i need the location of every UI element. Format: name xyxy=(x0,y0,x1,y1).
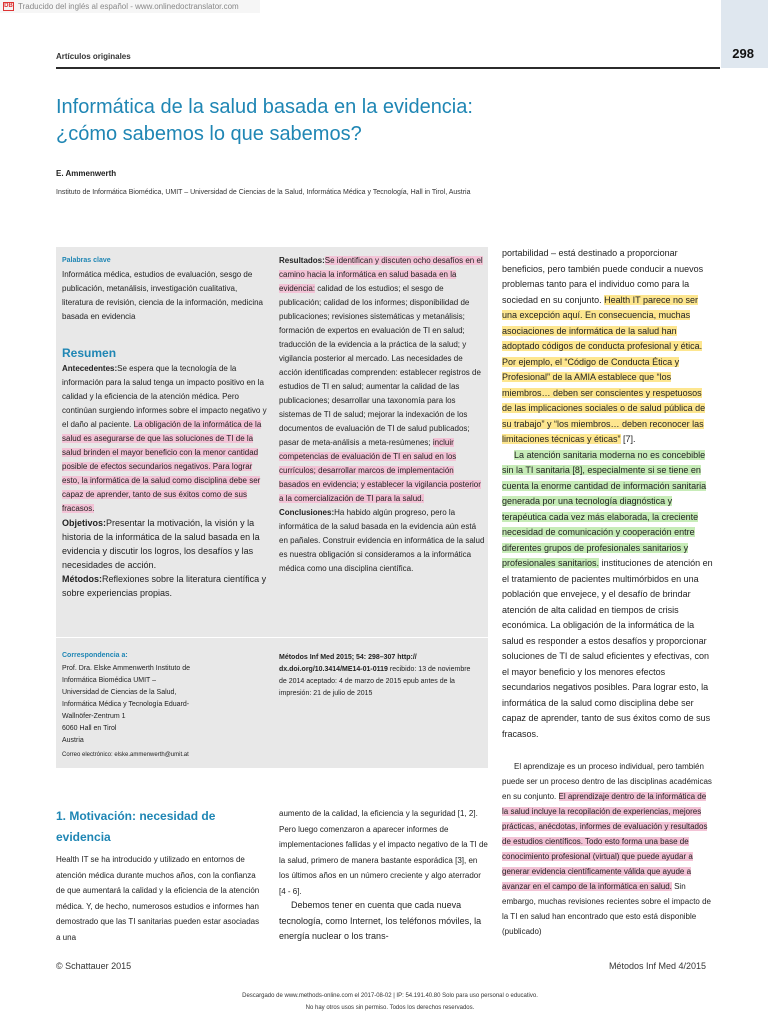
citation-doi[interactable]: Métodos Inf Med 2015; 54: 298–307 http:// dx.doi.org/10.3414/ME14-01-0119 xyxy=(279,654,417,673)
objetivos-text: Presentar la motivación, la visión y la historia de la informática de la salud basada en la evidencia y discutir los logros, los desafíos y las necesidades de acción. xyxy=(62,518,260,570)
translator-banner[interactable] xyxy=(0,0,260,13)
right-p2-highlight: La atención sanitaria moderna no es concebible sin la TI sanitaria [8], especialmente si se tiene en cuenta la enorme cantidad de información sanitaria generada por una tecnología diagnóstica y terapéutica cada vez más elaborada, la creciente necesidad de comunicación y cooperación entre diferentes grupos de profesionales sanitarios y profesionales sanitarios. xyxy=(502,449,707,568)
right-p2-text: instituciones de atención en el tratamiento de pacientes multimórbidos en una población que envejece, y el desafío de brindar atención de alta calidad en tiempos de crisis económica. La obligación de la informática de la salud es responder a estos desafíos y proporcionar soluciones de TI de salud eficientes y efectivas, con el mayor beneficio y los menores efectos secundarios negativos posibles. Para lograr esto, la informática de la salud como disciplina debe ser capaz de aprender, tanto de sus éxitos como de sus fracasos. xyxy=(502,558,713,739)
footer-copyright: © Schattauer 2015 xyxy=(56,961,132,971)
right-column xyxy=(502,246,714,742)
resultados-label: Resultados: xyxy=(279,256,325,265)
resultados-highlight: Se identifican y discuten ocho desafíos en el camino hacia la informática en salud basada en la evidencia: xyxy=(279,256,483,293)
antecedentes-highlight: La obligación de la informática de la salud es asegurarse de que las soluciones de TI de la salud brinden el mayor beneficio con la menor cantidad posible de efectos secundarios negativos. Para lograr esto, la informática de la salud como disciplina debe ser capaz de aprender, tanto de sus éxitos como de sus fracasos. xyxy=(62,420,262,513)
resultados-text: calidad de los estudios; el sesgo de publicación; calidad de los informes; disponibilidad de publicaciones; revisiones sistemáticas y metanálisis; formación de expertos en evaluación de TI en salud; traducción de la evidencia a la práctica de la salud; y vigilancia posterior al mercado. Las necesidades de acción identificadas comprenden: establecer registros de estudios de TI en salud; aumentar la calidad de las publicaciones; desarrollar una taxonomía para los sistemas de TI de salud; mejorar la indexación de los documentos de evaluación de TI de salud publicados; pasar de meta-análisis a meta-resúmenes; xyxy=(279,284,481,447)
right-p1-ref: [7]. xyxy=(620,434,636,444)
correspondence-heading: Correspondencia a: xyxy=(62,652,128,659)
right-paragraph-1 xyxy=(502,246,714,448)
citation-dates: recibido: 13 de noviembre de 2014 aceptado: 4 de marzo de 2015 epub antes de la impresión: 21 de julio de 2015 xyxy=(279,666,471,697)
conclusiones-label: Conclusiones: xyxy=(279,508,335,517)
translator-logo-icon: DB xyxy=(4,3,13,9)
right-paragraph-2 xyxy=(502,448,714,743)
abstract-right xyxy=(279,254,486,576)
right-p3-text-b: Sin embargo, muchas revisiones recientes sobre el impacto de la TI en salud han encontrado que esto está disponible (publicado) xyxy=(502,882,711,936)
abstract-left xyxy=(62,362,268,600)
right-paragraph-3 xyxy=(502,759,714,939)
resultados-highlight-2: incluir competencias de evaluación de TI en salud en los currículos; desarrollar marcos de implementación basados en evidencia; y establecer la vigilancia posterior a la comercialización de TI para la salud. xyxy=(279,438,481,503)
right-p3-highlight: El aprendizaje dentro de la informática de la salud incluye la recopilación de experiencias, mejores prácticas, anécdotas, informes de evaluación y resultados de estudios científicos. Todo esto forma una base de conocimiento profesional (virtual) que puede ayudar a generar evidencia científicamente válida que ayude a avanzar en el campo de la informática en salud. xyxy=(502,792,708,891)
section-1-middle-text-2: Debemos tener en cuenta que cada nueva tecnología, como Internet, los teléfonos móviles, la energía nuclear o los trans- xyxy=(279,900,482,941)
objetivos-label: Objetivos: xyxy=(62,518,107,528)
footer-journal: Métodos Inf Med 4/2015 xyxy=(608,961,706,971)
section-1-heading: 1. Motivación: necesidad de evidencia xyxy=(56,809,216,844)
affiliation: Instituto de Informática Biomédica, UMIT – Universidad de Ciencias de la Salud, Informática Médica y Tecnología, Hall in Tirol, Austria xyxy=(56,189,471,196)
right-p3-text: El aprendizaje es un proceso individual, pero también puede ser un proceso dentro de las disciplinas académicas en su conjunto. xyxy=(502,762,712,801)
right-p1-text: portabilidad – está destinado a proporcionar beneficios, pero también puede conducir a nuevos problemas tanto para el individuo como para la sociedad en su conjunto. xyxy=(502,248,704,305)
metodos-text: Reflexiones sobre la literatura científica y sobre experiencias propias. xyxy=(62,574,267,598)
section-1-middle-text: aumento de la calidad, la eficiencia y la seguridad [1, 2]. Pero luego comenzaron a aparecer informes de implementaciones fallidas y el impacto negativo de la TI de la salud, primero de manera bastante esporádica [3], en los últimos años en un número creciente y algo aterrador [4 - 6]. xyxy=(279,809,488,896)
keywords-text: Informática médica, estudios de evaluación, sesgo de publicación, metanálisis, investigación cualitativa, literatura de revisión, ciencia de la información, medicina basada en evidencia xyxy=(62,270,263,321)
conclusiones-text: Ha habido algún progreso, pero la informática de la salud basada en la evidencia aún está en pañales. Construir evidencia en informática de la salud es nuestra obligación si consideramos a la informática médica como una disciplina científica. xyxy=(279,508,485,573)
keywords-heading: Palabras clave xyxy=(62,257,111,264)
antecedentes-text: Se espera que la tecnología de la información para la salud tenga un impacto positivo en la calidad y la eficiencia de la atención médica. Pero continúan surgiendo informes sobre el impacto negativo y el daño al paciente. xyxy=(62,364,267,429)
article-title: Informática de la salud basada en la evidencia: ¿cómo sabemos lo que sabemos? xyxy=(56,96,473,145)
antecedentes-label: Antecedentes: xyxy=(62,364,118,373)
section-label: Artículos originales xyxy=(56,52,131,61)
download-notice: Descargado de www.methods-online.com el 2017-08-02 | IP: 54.191.40.80 Solo para uso personal o educativo. No hay otros usos sin permiso. Todos los derechos reservados. xyxy=(242,993,538,1011)
abstract-heading: Resumen xyxy=(62,346,117,360)
header-divider xyxy=(56,67,720,69)
citation-info xyxy=(279,652,479,700)
correspondence-email[interactable]: Correo electrónico: elske.ammenwerth@umit.at xyxy=(62,752,189,758)
right-p1-highlight: Health IT parece no ser una excepción aquí. En consecuencia, muchas asociaciones de informática de la salud han adoptado códigos de conducta profesional y ética. Por ejemplo, el “Código de Conducta Ética y Profesional” de la AMIA establece que “los miembros… deben ser conscientes y respetuosos de las implicaciones sociales o de salud pública de su trabajo” y “los miembros… deben reconocer las limitaciones técnicas y éticas” xyxy=(502,294,706,444)
author: E. Ammenwerth xyxy=(56,169,117,178)
translator-text[interactable]: Traducido del inglés al español - www.onlinedoctranslator.com xyxy=(18,2,239,11)
abstract-box-divider xyxy=(56,637,488,638)
section-1-text: Health IT se ha introducido y utilizado en entornos de atención médica durante muchos años, con la confianza de que aumentará la calidad y la eficiencia de la atención médica. Y, de hecho, numerosos estudios e informes han demostrado que las TI sanitarias pueden estar asociadas a una xyxy=(56,855,260,942)
page-number: 298 xyxy=(732,46,754,61)
correspondence-address: Prof. Dra. Elske Ammenwerth Instituto de Informática Biomédica UMIT – Universidad de Ciencias de la Salud, Informática Médica y Tecnología Eduard- Wallnöfer-Zentrum 1 6060 Hall en Tirol Austria xyxy=(62,665,190,744)
metodos-label: Métodos: xyxy=(62,574,102,584)
